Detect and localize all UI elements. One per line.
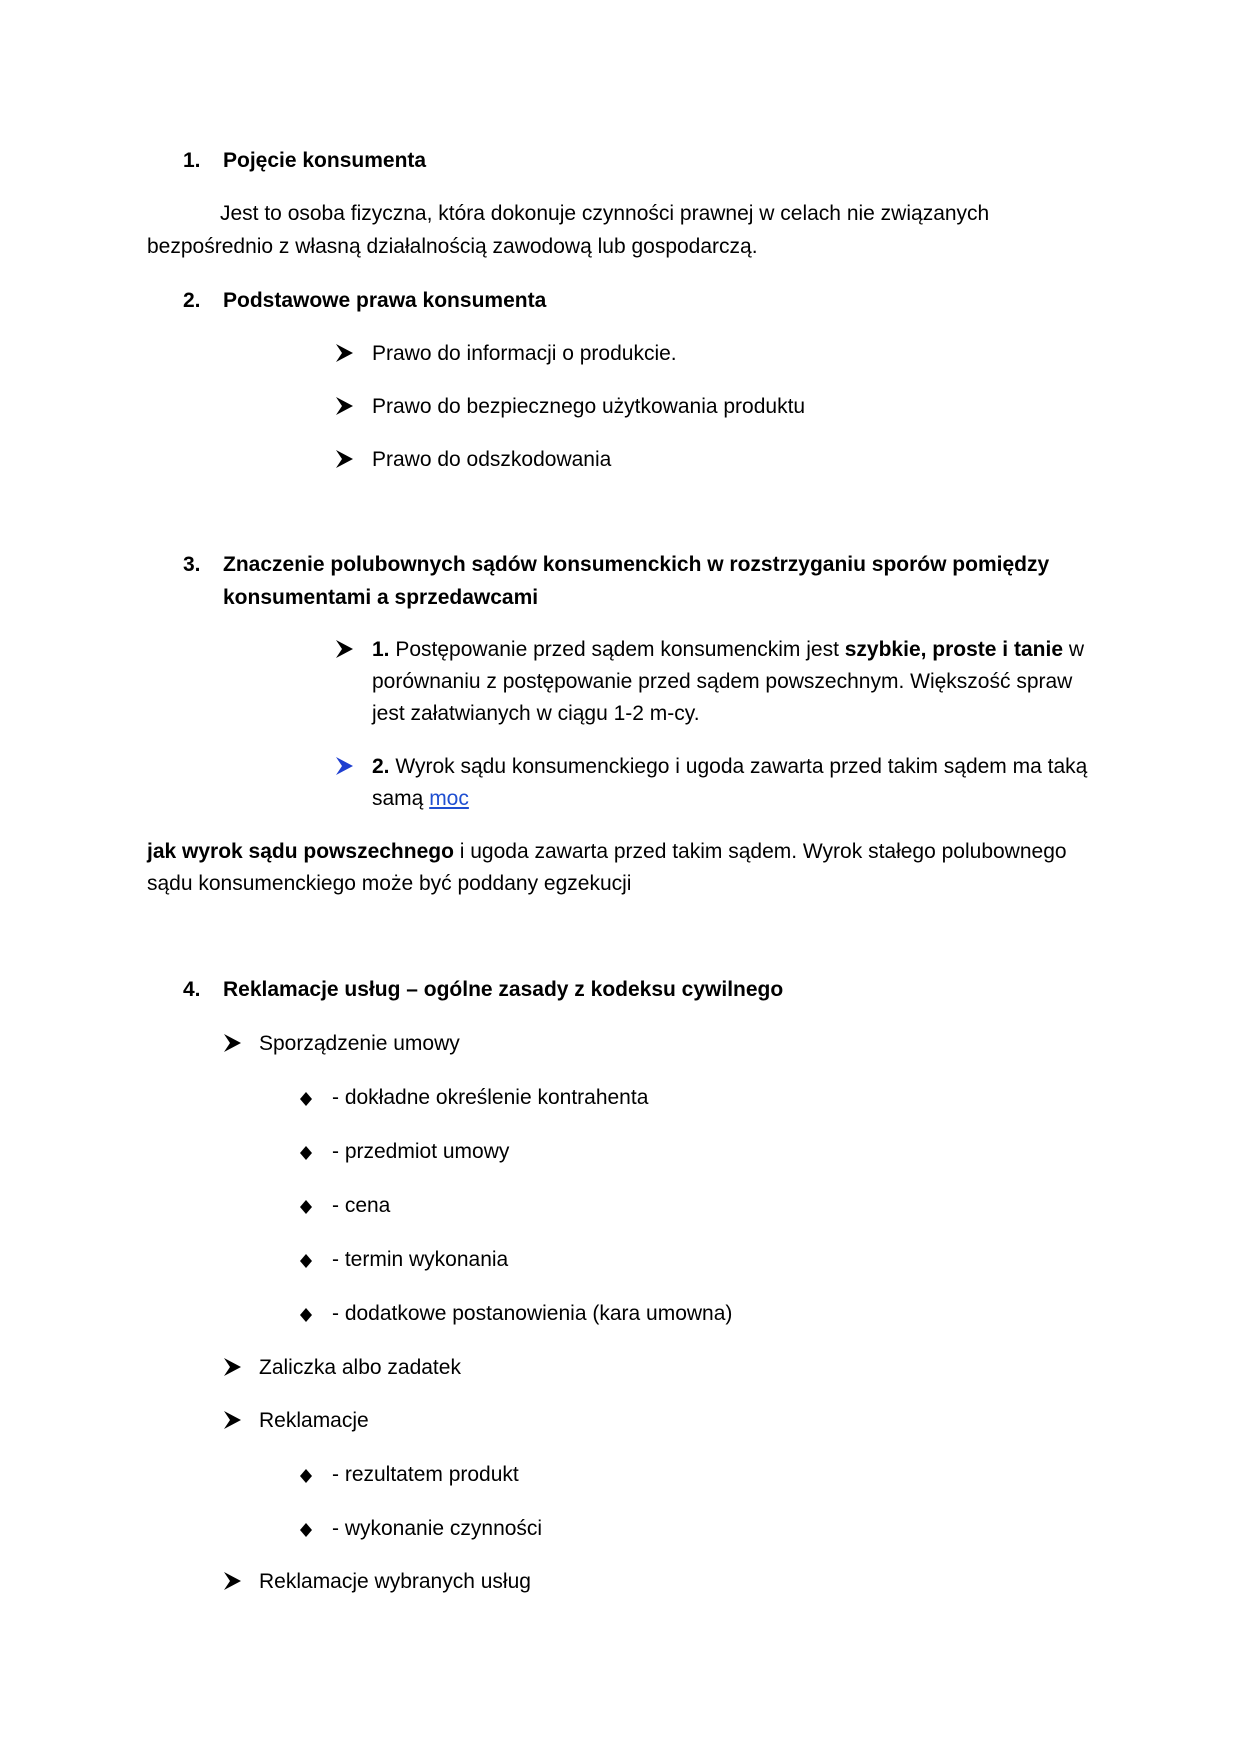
section-3-paragraph-line1: jak wyrok sądu powszechnego i ugoda zawarta przed takim sądem. Wyrok stałego polubownego [147,840,1067,863]
diamond-bullet-icon [300,1469,312,1483]
contract-heading: Sporządzenie umowy [259,1032,460,1055]
court-item-2-number: 2. [372,755,390,778]
complaint-item: - rezultatem produkt [332,1463,519,1486]
arrow-bullet-icon [221,1570,243,1592]
deposit-heading: Zaliczka albo zadatek [259,1356,461,1379]
rights-item: Prawo do informacji o produkcie. [372,342,677,365]
diamond-bullet-icon [300,1092,312,1106]
section-2-title: Podstawowe prawa konsumenta [223,289,547,312]
moc-link[interactable]: moc [429,787,469,810]
court-item-1-line2: porównaniu z postępowanie przed sądem powszechnym. Większość spraw [372,670,1073,693]
court-item-1-line3: jest załatwianych w ciągu 1-2 m-cy. [372,702,700,725]
complaint-item: - wykonanie czynności [332,1517,543,1540]
contract-item: - przedmiot umowy [332,1140,510,1163]
arrow-bullet-icon [221,1356,243,1378]
contract-item: - dodatkowe postanowienia (kara umowna) [332,1302,733,1325]
diamond-bullet-icon [300,1146,312,1160]
rights-item: Prawo do bezpiecznego użytkowania produktu [372,395,806,418]
section-2-number: 2. [183,289,201,312]
diamond-bullet-icon [300,1200,312,1214]
court-item-2-line1: 2. Wyrok sądu konsumenckiego i ugoda zawarta przed takim sądem ma taką [372,755,1088,778]
section-1-title: Pojęcie konsumenta [223,149,427,172]
diamond-bullet-icon [300,1254,312,1268]
section-4-title: Reklamacje usług – ogólne zasady z kodeksu cywilnego [223,978,784,1001]
diamond-bullet-icon [300,1308,312,1322]
section-3-number: 3. [183,553,201,576]
contract-item: - cena [332,1194,391,1217]
section-3-title-line1: Znaczenie polubownych sądów konsumenckich w rozstrzyganiu sporów pomiędzy [223,553,1050,576]
complaints-heading: Reklamacje [259,1409,369,1432]
contract-item: - termin wykonania [332,1248,509,1271]
court-item-1-line1: 1. Postępowanie przed sądem konsumenckim jest szybkie, proste i tanie w [372,638,1084,661]
selected-services-heading: Reklamacje wybranych usług [259,1570,531,1593]
contract-item: - dokładne określenie kontrahenta [332,1086,649,1109]
court-item-2-line2: samą moc [372,787,469,810]
section-4-number: 4. [183,978,201,1001]
section-3-paragraph-line2: sądu konsumenckiego może być poddany egzekucji [147,872,632,895]
arrow-bullet-icon [333,395,355,417]
court-item-1-number: 1. [372,638,390,661]
section-1-paragraph-line1: Jest to osoba fizyczna, która dokonuje czynności prawnej w celach nie związanych [220,202,990,225]
arrow-bullet-icon [333,342,355,364]
arrow-bullet-icon [333,755,355,777]
court-item-1-bold: szybkie, proste i tanie [844,638,1063,661]
diamond-bullet-icon [300,1523,312,1537]
arrow-bullet-icon [333,448,355,470]
arrow-bullet-icon [221,1032,243,1054]
arrow-bullet-icon [221,1409,243,1431]
rights-item: Prawo do odszkodowania [372,448,612,471]
arrow-bullet-icon [333,638,355,660]
section-3-title-line2: konsumentami a sprzedawcami [223,586,539,609]
section-1-paragraph-line2: bezpośrednio z własną działalnością zawodową lub gospodarczą. [147,235,758,258]
section-1-number: 1. [183,149,201,172]
